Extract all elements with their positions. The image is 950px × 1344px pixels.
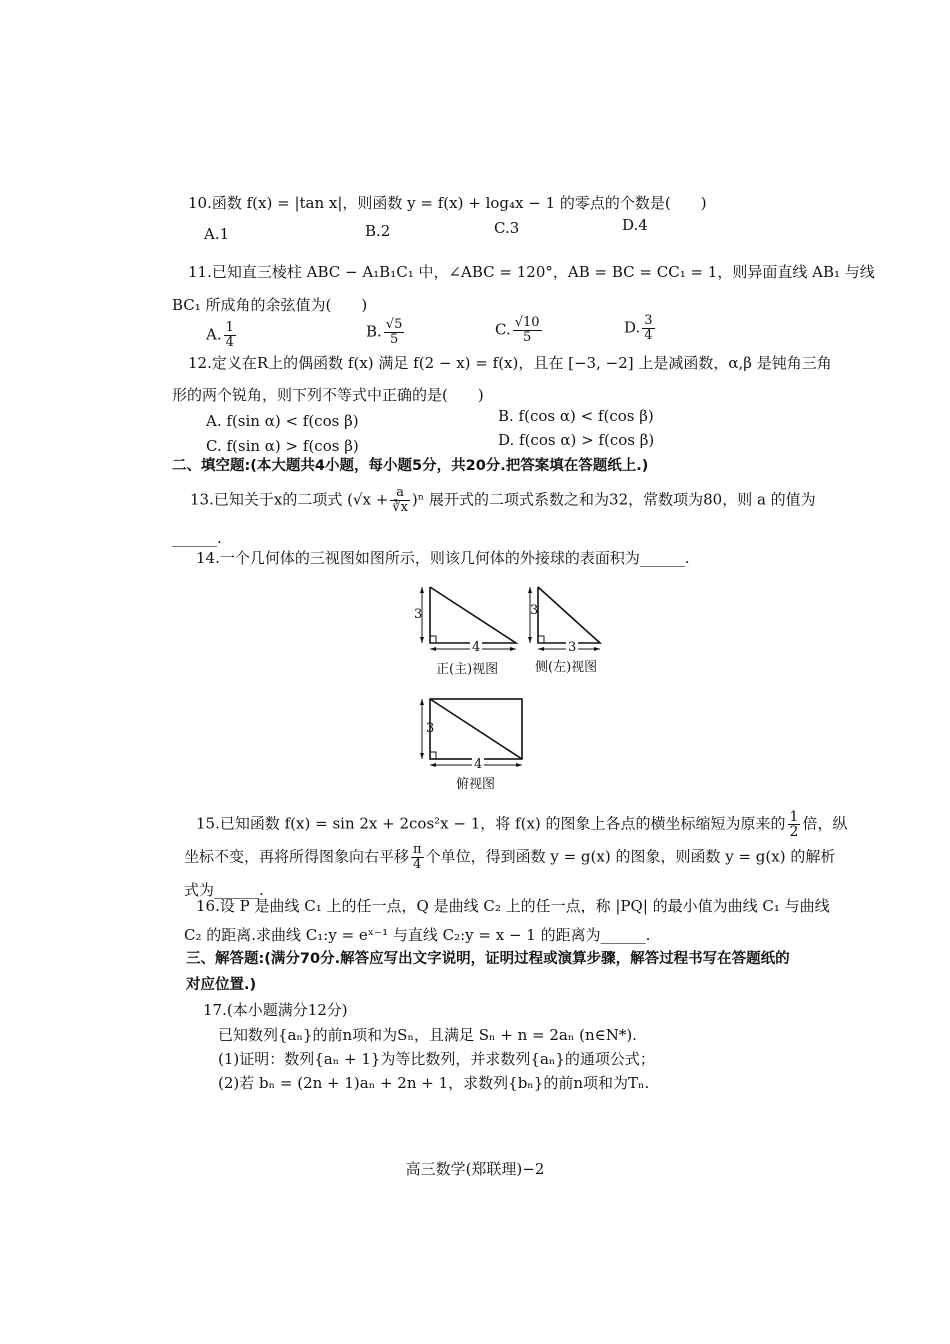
q14-stem: 14.一个几何体的三视图如图所示，则该几何体的外接球的表面积为______.	[196, 549, 690, 567]
q11-option-c: C. $\frac{√10}{5}$	[495, 315, 540, 345]
front-view-height: 3	[414, 607, 423, 622]
q17-part-1: (1)证明：数列{aₙ + 1}为等比数列，并求数列{aₙ}的通项公式；	[218, 1050, 655, 1068]
q15-line1: 15.已知函数 f(x) = sin 2x + 2cos²x − 1，将 f(x) 的图象上各点的横坐标缩短为原来的 $\frac{1}{2}$ 倍，纵	[196, 809, 848, 840]
q16-line1: 16.设 P 是曲线 C₁ 上的任一点，Q 是曲线 C₂ 上的任一点，称 |PQ| 的最小值为曲线 C₁ 与曲线	[196, 897, 830, 915]
q11-option-b: B. $\frac{√5}{5}$	[366, 317, 403, 347]
side-view-label: 侧(左)视图	[535, 660, 598, 675]
side-view-width: 3	[568, 640, 577, 655]
q12-option-a: A. f(sin α) < f(cos β)	[206, 412, 359, 430]
q12-option-c: C. f(sin α) > f(cos β)	[206, 437, 359, 455]
q17-heading: 17.(本小题满分12分)	[203, 1001, 348, 1019]
top-view-height: 3	[426, 721, 435, 736]
q11-stem-line2: BC₁ 所成角的余弦值为( )	[172, 296, 368, 314]
q16-line2: C₂ 的距离.求曲线 C₁:y = eˣ⁻¹ 与直线 C₂:y = x − 1 的距离为______.	[184, 926, 651, 944]
q17-part-2: (2)若 bₙ = (2n + 1)aₙ + 2n + 1，求数列{bₙ}的前n项和为Tₙ.	[218, 1074, 650, 1092]
q10-option-b: B.2	[365, 222, 391, 240]
q15-line2: 坐标不变，再将所得图象向右平移 $\frac{\pi}{4}$ 个单位，得到函数 y = g(x) 的图象，则函数 y = g(x) 的解析	[184, 842, 836, 872]
q11-option-d: D. $\frac{3}{4}$	[624, 313, 653, 343]
q12-option-b: B. f(cos α) < f(cos β)	[498, 407, 654, 425]
front-view-label: 正(主)视图	[436, 662, 499, 677]
q10-option-c: C.3	[494, 219, 520, 237]
q13-stem: 13.已知关于x的二项式 (√x + $\frac{a}{∛x}$ )ⁿ 展开式的二项式系数之和为32，常数项为80，则 a 的值为	[190, 485, 816, 515]
top-view-label: 俯视图	[456, 777, 496, 792]
q12-stem-line1: 12.定义在R上的偶函数 f(x) 满足 f(2 − x) = f(x)，且在 [−3, −2] 上是减函数，α,β 是钝角三角	[188, 354, 832, 372]
q12-option-d: D. f(cos α) > f(cos β)	[498, 431, 655, 449]
page-footer: 高三数学(郑联理)−2	[405, 1160, 545, 1178]
q17-given: 已知数列{aₙ}的前n项和为Sₙ，且满足 Sₙ + n = 2aₙ (n∈N*).	[218, 1026, 637, 1044]
section-3-heading-line1: 三、解答题:(满分70分.解答应写出文字说明，证明过程或演算步骤，解答过程书写在答题纸的	[186, 951, 790, 967]
q15-line3: 式为______.	[184, 881, 264, 899]
side-view-height: 3	[530, 603, 539, 618]
q11-option-a: A. $\frac{1}{4}$	[206, 320, 234, 350]
q10-option-a: A.1	[204, 225, 230, 243]
top-view-width: 4	[474, 757, 483, 772]
q12-stem-line2: 形的两个锐角，则下列不等式中正确的是( )	[172, 386, 484, 404]
q10-stem: 10.函数 f(x) = |tan x|，则函数 y = f(x) + log₄x − 1 的零点的个数是( )	[188, 194, 707, 212]
q13-blank: ______.	[172, 529, 222, 547]
section-2-heading: 二、填空题:(本大题共4小题，每小题5分，共20分.把答案填在答题纸上.)	[172, 458, 649, 474]
front-view-width: 4	[472, 640, 481, 655]
section-3-heading-line2: 对应位置.)	[186, 977, 257, 993]
q10-option-d: D.4	[622, 216, 648, 234]
q11-stem-line1: 11.已知直三棱柱 ABC − A₁B₁C₁ 中，∠ABC = 120°，AB = BC = CC₁ = 1，则异面直线 AB₁ 与线	[188, 263, 875, 281]
